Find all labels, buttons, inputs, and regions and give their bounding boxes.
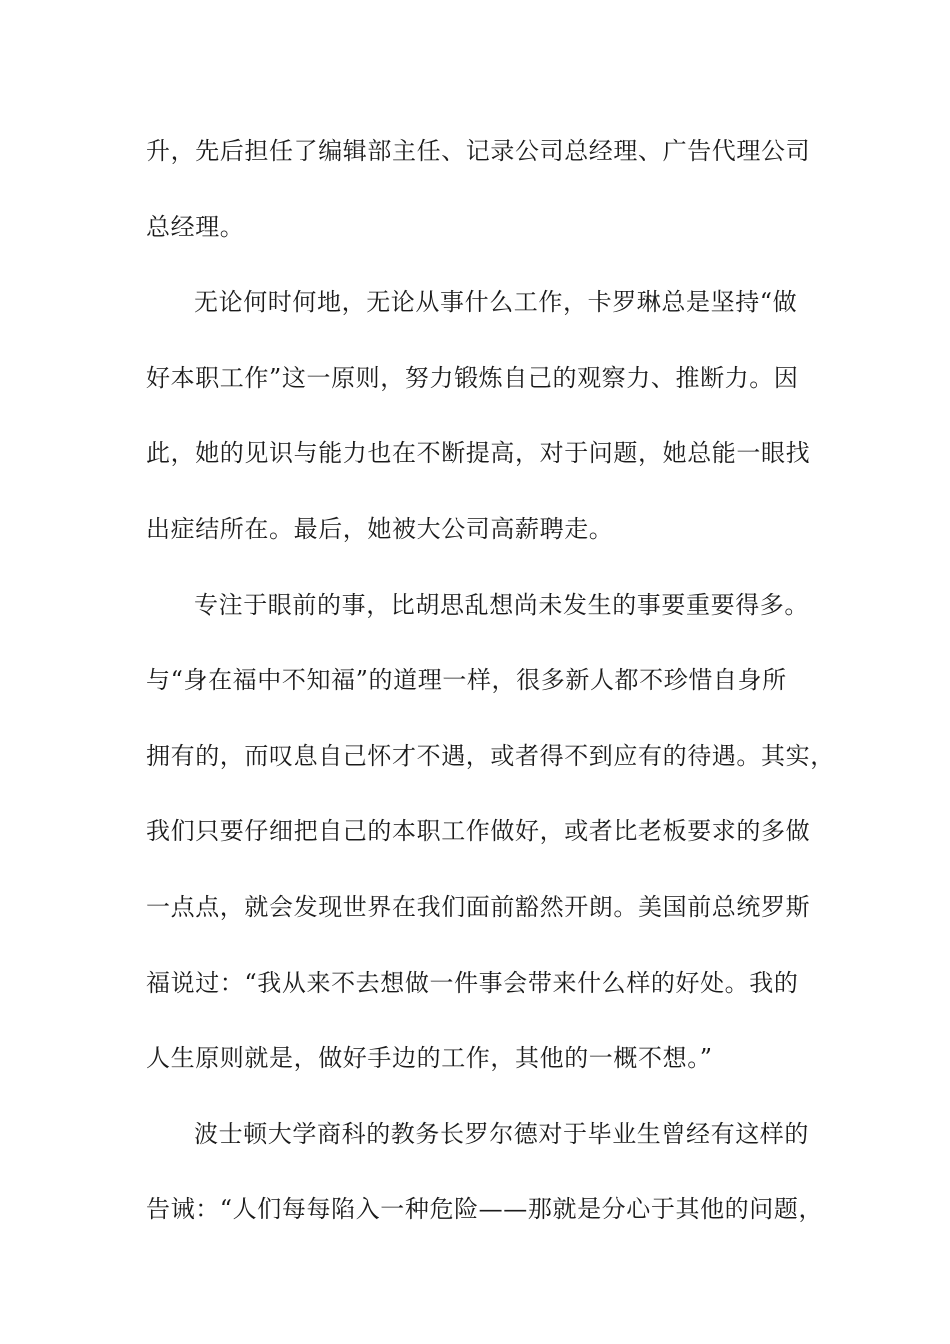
text-line: 拥有的，而叹息自己怀才不遇，或者得不到应有的待遇。其实， (146, 741, 835, 770)
body-text (146, 121, 835, 1255)
text-line: 无论何时何地，无论从事什么工作，卡罗琳总是坚持“做 (194, 288, 798, 317)
text-line: 出症结所在。最后，她被大公司高薪聘走。 (146, 514, 614, 543)
text-line: 好本职工作”这一原则，努力锻炼自己的观察力、推断力。因 (146, 363, 799, 392)
text-line: 此，她的见识与能力也在不断提高，对于问题，她总能一眼找 (146, 439, 811, 468)
text-line: 波士顿大学商科的教务长罗尔德对于毕业生曾经有这样的 (194, 1119, 809, 1148)
text-line: 一点点，就会发现世界在我们面前豁然开朗。美国前总统罗斯 (146, 892, 811, 921)
text-line: 升，先后担任了编辑部主任、记录公司总经理、广告代理公司 (146, 137, 811, 165)
text-line: 我们只要仔细把自己的本职工作做好，或者比老板要求的多做 (146, 817, 811, 846)
text-line: 与“身在福中不知福”的道理一样，很多新人都不珍惜自身所 (146, 666, 787, 695)
text-line: 总经理。 (146, 212, 245, 241)
text-line: 人生原则就是，做好手边的工作，其他的一概不想。” (146, 1044, 713, 1073)
text-line: 专注于眼前的事，比胡思乱想尚未发生的事要重要得多。 (194, 590, 809, 619)
text-line: 福说过：“我从来不去想做一件事会带来什么样的好处。我的 (146, 968, 799, 997)
text-line: 告诫：“人们每每陷入一种危险——那就是分心于其他的问题， (146, 1195, 824, 1224)
